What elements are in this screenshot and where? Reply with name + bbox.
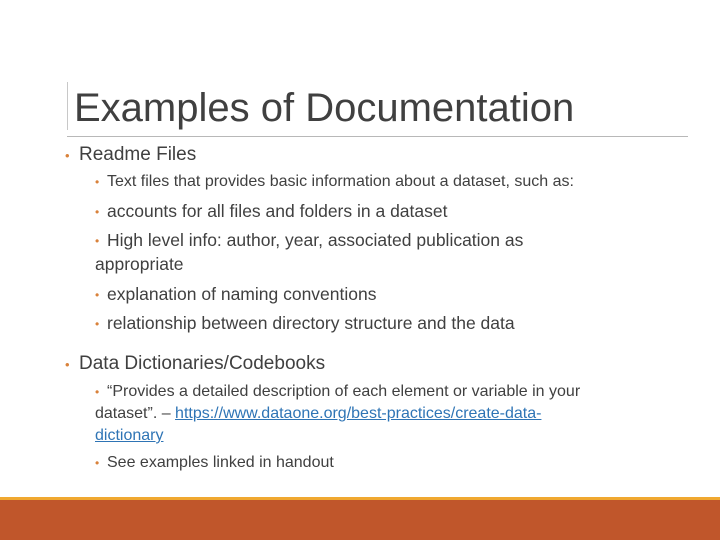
bullet-icon: • bbox=[95, 205, 100, 219]
bullet-icon: • bbox=[95, 385, 100, 399]
list-item-text: appropriate bbox=[95, 254, 184, 274]
bullet-icon: • bbox=[95, 234, 100, 248]
footer-bar bbox=[0, 500, 720, 540]
list-item-text: explanation of naming conventions bbox=[107, 284, 377, 304]
slide-title: Examples of Documentation bbox=[74, 86, 575, 130]
bullet-icon: • bbox=[65, 148, 70, 163]
dataone-link[interactable]: https://www.dataone.org/best-practices/create-data- bbox=[175, 405, 542, 422]
section-heading-data-dictionaries bbox=[65, 352, 326, 376]
list-item-text: See examples linked in handout bbox=[107, 454, 334, 471]
list-item-text: relationship between directory structure and the data bbox=[107, 313, 515, 333]
list-item-text: accounts for all files and folders in a dataset bbox=[107, 201, 448, 221]
list-item-text: High level info: author, year, associated publication as bbox=[107, 230, 524, 250]
list-item bbox=[95, 451, 334, 475]
section-heading-readme bbox=[65, 143, 197, 167]
list-item bbox=[95, 311, 515, 335]
list-item bbox=[95, 170, 574, 194]
list-item-text: Text files that provides basic information about a dataset, such as: bbox=[107, 173, 574, 190]
bullet-icon: • bbox=[95, 175, 100, 189]
list-item bbox=[95, 282, 377, 306]
section-heading-label: Data Dictionaries/Codebooks bbox=[79, 353, 326, 374]
bullet-icon: • bbox=[95, 288, 100, 302]
dataone-link-continued[interactable]: dictionary bbox=[95, 427, 164, 444]
list-item-continuation bbox=[95, 424, 163, 448]
list-item bbox=[95, 228, 524, 252]
list-item bbox=[95, 199, 448, 223]
bullet-icon: • bbox=[95, 317, 100, 331]
list-item-continuation bbox=[95, 402, 541, 426]
list-item bbox=[95, 380, 581, 404]
bullet-icon: • bbox=[95, 456, 100, 470]
list-item-continuation bbox=[95, 252, 184, 276]
list-item-text: dataset”. – bbox=[95, 405, 176, 422]
list-item-text: “Provides a detailed description of each element or variable in your bbox=[107, 383, 581, 400]
section-heading-label: Readme Files bbox=[79, 144, 197, 165]
bullet-icon: • bbox=[65, 357, 70, 372]
